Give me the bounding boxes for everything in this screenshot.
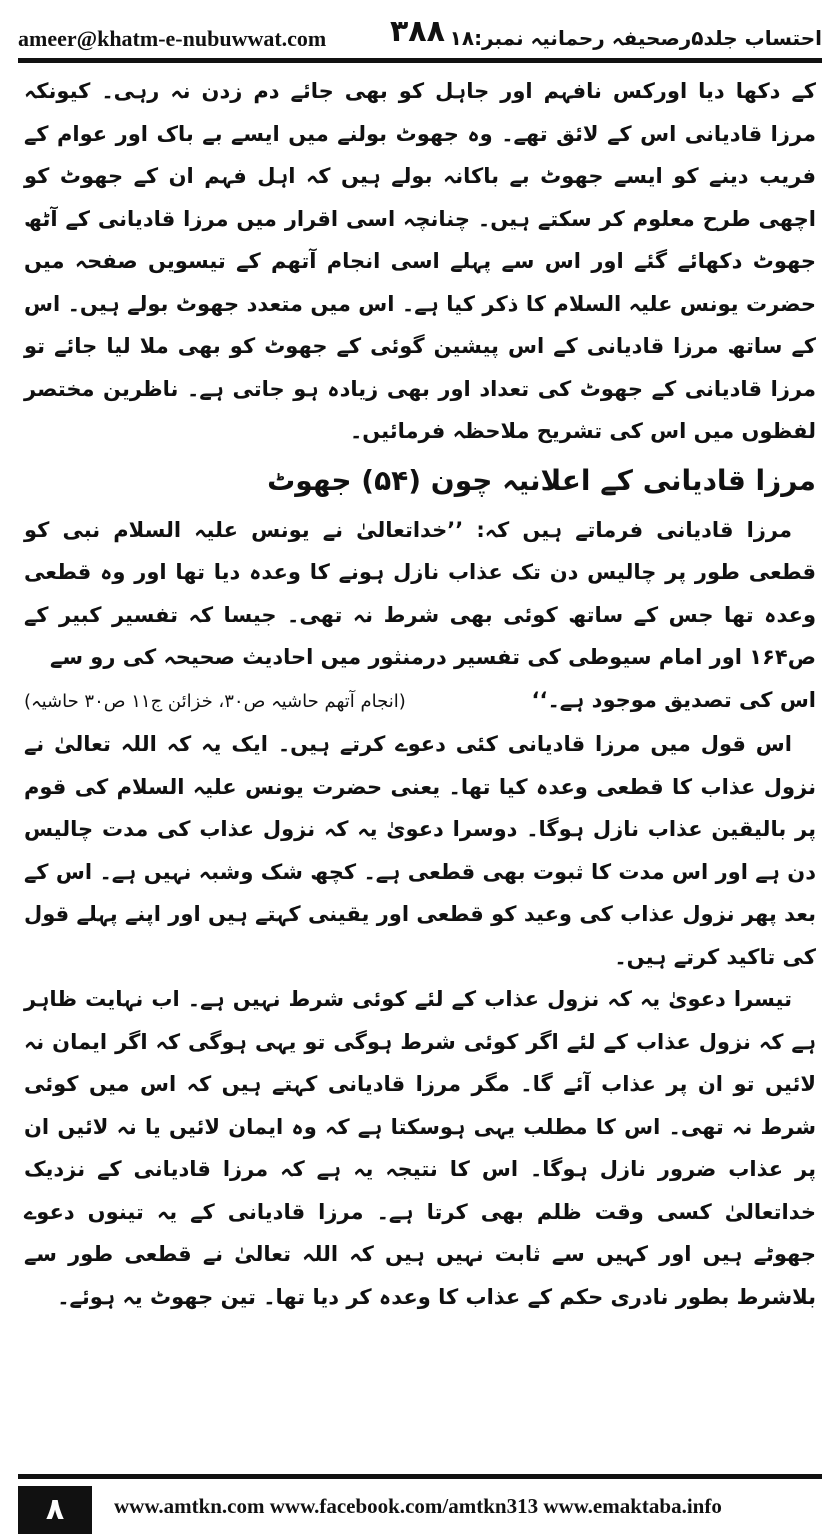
footer-divider (18, 1474, 822, 1479)
section-heading: مرزا قادیانی کے اعلانیہ چون (۵۴) جھوٹ (267, 463, 816, 497)
header-divider (18, 58, 822, 63)
quote-reference-line (24, 679, 816, 724)
footer-website-links: www.amtkn.com www.facebook.com/amtkn313 www.emaktaba.info (114, 1494, 722, 1518)
quote-citation: (انجام آتھم حاشیہ ص۳۰، خزائن ج۱۱ ص۳۰ حاشیہ) (24, 690, 406, 712)
header-volume-reference: احتساب جلد۵رصحیفہ رحمانیہ نمبر:۱۸ (449, 26, 822, 50)
paragraph-intro: کے دکھا دیا اورکس نافہم اور جاہل کو بھی جائے دم زدن نہ رہی۔ کیونکہ مرزا قادیانی اس کے لائق تھے۔ وہ جھوٹ بولنے میں ایسے بے باک اور عوام کے فریب دینے کو ایسے جھوٹ بے باکانہ بولے ہیں کہ اہل فہم ان کے جھوٹ کو اچھی طرح معلوم کر سکتے ہیں۔ چنانچہ اسی اقرار میں مرزا قادیانی کے آٹھ جھوٹ دکھائے گئے اور اس سے پہلے اسی انجام آتھم کے تیسویں صفحہ میں حضرت یونس علیہ السلام کا ذکر کیا ہے۔ اس میں متعدد جھوٹ بولے ہیں۔ اس کے ساتھ مرزا قادیانی کے اس پیشین گوئی کے جھوٹ کو بھی ملا لیا جائے تو مرزا قادیانی کے جھوٹ کی تعداد اور بھی زیادہ ہو جاتی ہے۔ ناظرین مختصر لفظوں میں اس کی تشریح ملاحظہ فرمائیں۔ (24, 79, 816, 443)
footer-page-number: ۸ (18, 1486, 92, 1534)
paragraph-quote: مرزا قادیانی فرماتے ہیں کہ: ’’خداتعالیٰ نے یونس علیہ السلام نبی کو قطعی طور پر چالیس دن تک عذاب نازل ہونے کا وعدہ دیا تھا اور وہ قطعی وعدہ تھا جس کے ساتھ کوئی بھی شرط نہ تھی۔ جیسا کہ تفسیر کبیر کے ص۱۶۴ اور امام سیوطی کی تفسیر درمنثور میں احادیث صحیحہ کی رو سے (24, 517, 816, 669)
header-page-number: ۳۸۸ (390, 14, 445, 49)
quote-last-line: اس کی تصدیق موجود ہے۔‘‘ (531, 687, 816, 712)
page-footer (0, 1460, 840, 1540)
page-header (18, 12, 822, 54)
paragraph-third-claim: تیسرا دعویٰ یہ کہ نزول عذاب کے لئے کوئی شرط نہیں ہے۔ اب نہایت ظاہر ہے کہ نزول عذاب کے لئے اگر کوئی شرط ہوگی تو یہی ہوگی کہ اگر ایمان نہ لائیں تو ان پر عذاب آئے گا۔ مگر مرزا قادیانی کہتے ہیں کہ اس میں کوئی شرط نہ تھی۔ اس کا مطلب یہی ہوسکتا ہے کہ وہ ایمان لائیں یا نہ لائیں ان پر عذاب ضرور نازل ہوگا۔ اس کا نتیجہ یہ ہے کہ مرزا قادیانی کے نزدیک خداتعالیٰ کسی وقت ظلم بھی کرتا ہے۔ مرزا قادیانی کے یہ تینوں دعوے جھوٹے ہیں اور کہیں سے ثابت نہیں ہیں کہ اللہ تعالیٰ نے قطعی طور سے بلاشرط بطور نادری حکم کے عذاب کا وعدہ کر دیا تھا۔ تین جھوٹ یہ ہوئے۔ (24, 987, 816, 1309)
page-body (24, 70, 816, 1318)
paragraph-claims: اس قول میں مرزا قادیانی کئی دعوے کرتے ہیں۔ ایک یہ کہ اللہ تعالیٰ نے نزول عذاب کا قطعی وعدہ کیا تھا۔ یعنی حضرت یونس علیہ السلام کی قوم پر بالیقین عذاب نازل ہوگا۔ دوسرا دعویٰ یہ کہ نزول عذاب کی مدت چالیس دن ہے اور اس مدت کا ثبوت بھی قطعی ہے۔ کچھ شک وشبہ نہیں ہے۔ اس کے بعد پھر نزول عذاب کی وعید کو قطعی اور یقینی کہتے ہیں اور اپنے پہلے قول کی تاکید کرتے ہیں۔ (24, 732, 816, 969)
header-email: ameer@khatm-e-nubuwwat.com (18, 26, 327, 51)
